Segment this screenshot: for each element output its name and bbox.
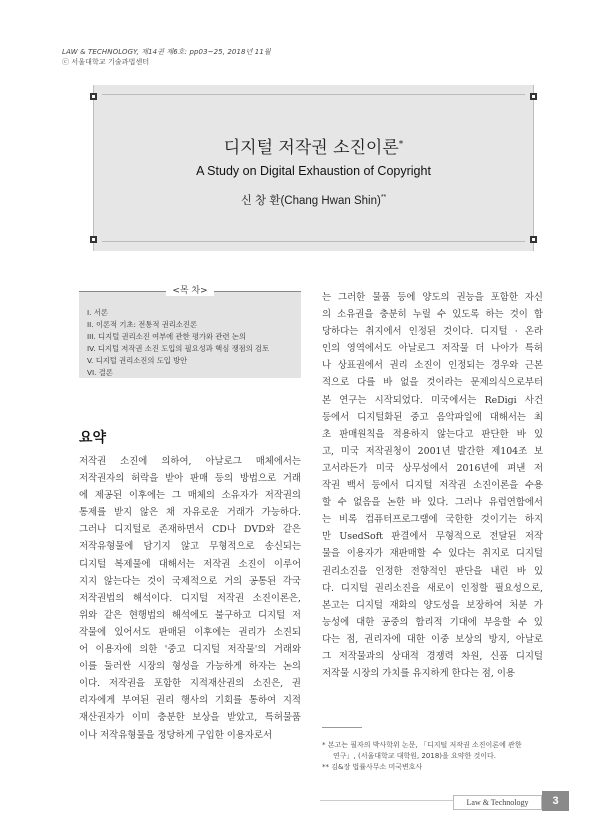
paper-title-korean: 디지털 저작권 소진이론* bbox=[223, 138, 404, 158]
summary-line: 고, 미국 저작권청이 2001년 발간한 제104조 보 bbox=[322, 445, 543, 457]
summary-line: 이를 둘러싼 시장의 형성을 가능하게 하자는 논의 bbox=[79, 661, 301, 673]
footnote-2: ** 김&장 법률사무소 미국변호사 bbox=[322, 763, 423, 771]
summary-line: 나 상표권에서 권리 소진이 인정되는 경우와 근본 bbox=[322, 360, 543, 372]
toc-item: V. 디지털 권리소진의 도입 방안 bbox=[87, 356, 188, 365]
page-number: 3 bbox=[542, 791, 569, 811]
summary-line: 할 수 없음을 논한 바 있다. 그러나 유럽연합에서 bbox=[322, 497, 543, 509]
summary-line: 저작권자의 허락을 받아 판매 등의 방법으로 거래 bbox=[79, 473, 301, 485]
summary-line: 위와 같은 현행법의 해석에도 불구하고 디지털 저 bbox=[79, 609, 301, 621]
summary-line: 통제를 받지 않은 채 자유로운 거래가 가능하다. bbox=[79, 507, 301, 519]
summary-line: 어 이용자에 의한 '중고 디지털 저작물'의 거래와 bbox=[79, 644, 301, 656]
author-name: 신 창 환(Chang Hwan Shin)** bbox=[240, 194, 387, 207]
toc-item: II. 이론적 기초: 전통적 권리소진론 bbox=[87, 320, 197, 329]
summary-line: 능성에 대한 공중의 합리적 기대에 부응할 수 있 bbox=[322, 616, 543, 628]
paper-title-english: A Study on Digital Exhaustion of Copyright bbox=[196, 164, 431, 178]
summary-line: 인의 영역에서도 아날로그 저작물 더 나아가 특허 bbox=[322, 343, 543, 355]
summary-line: 작권 백서 등에서 디지털 저작권 소진이론을 수용 bbox=[322, 480, 543, 492]
summary-line: 저작물 시장의 가치를 유지하게 한다는 점, 이용 bbox=[322, 668, 515, 680]
corner-ornament bbox=[90, 93, 97, 100]
footnote-rule bbox=[322, 727, 362, 728]
summary-line: 다. 디지털 권리소진을 새로이 인정할 필요성으로, bbox=[322, 582, 543, 594]
summary-line: 이나 저작유형물을 정당하게 구입한 이용자로서 bbox=[79, 729, 273, 741]
journal-citation: LAW & TECHNOLOGY, 제14권 제6호: pp03~25, 2018년 11월 bbox=[62, 48, 271, 56]
summary-line: 만 UsedSoft 판결에서 무형적으로 전달된 저작 bbox=[322, 531, 543, 543]
summary-line: 초 판매원칙을 적용하지 않는다고 판단한 바 있 bbox=[322, 428, 543, 440]
summary-line: 이다. 저작권을 포함한 지적재산권의 소진은, 권 bbox=[79, 678, 301, 690]
summary-line: 본 연구는 시작되었다. 미국에서는 ReDigi 사건 bbox=[322, 394, 543, 406]
summary-left-column bbox=[79, 453, 301, 744]
title-box-bottom-rule bbox=[102, 241, 525, 242]
summary-line: 저작유형물에 담기지 않고 무형적으로 송신되는 bbox=[79, 541, 301, 553]
footer-journal-name: Law & Technology bbox=[453, 795, 542, 810]
summary-line: 재산권자가 이미 충분한 보상을 받았고, 특허물품 bbox=[79, 712, 301, 724]
corner-ornament bbox=[530, 93, 537, 100]
summary-line: 에 제공된 이후에는 그 매체의 소유자가 저작권의 bbox=[79, 490, 301, 502]
summary-line: 그러나 디지털로 존재하면서 CD나 DVD와 같은 bbox=[79, 524, 301, 536]
summary-line: 는 비록 컴퓨터프로그램에 국한한 것이기는 하지 bbox=[322, 514, 543, 526]
summary-line: 그 저작물과의 상대적 경쟁력 차원, 신품 디지털 bbox=[322, 650, 543, 662]
title-box-top-rule bbox=[102, 94, 525, 95]
summary-line: 지지 않는다는 것이 국제적으로 거의 공통된 각국 bbox=[79, 575, 301, 587]
toc-list bbox=[87, 307, 269, 379]
toc-item: III. 디지털 권리소진 여부에 관한 평가와 관련 논의 bbox=[87, 332, 246, 341]
author-footnote-mark: ** bbox=[380, 194, 387, 202]
summary-line: 는 그러한 물품 등에 양도의 권능을 포함한 자신 bbox=[322, 292, 543, 303]
toc-item: IV. 디지털 저작권 소진 도입의 필요성과 핵심 쟁점의 검토 bbox=[87, 344, 270, 353]
toc-item: I. 서론 bbox=[87, 308, 108, 317]
summary-heading: 요약 bbox=[79, 430, 107, 446]
toc-title: <목 차> bbox=[79, 283, 301, 296]
summary-line: 의 소유권을 충분히 누릴 수 있도록 하는 것이 합 bbox=[322, 309, 543, 321]
corner-ornament bbox=[530, 236, 537, 243]
footnote-1: * 본고는 필자의 박사학위 논문, 「디지털 저작권 소진이론에 관한 bbox=[322, 741, 522, 749]
summary-line: 권리소진을 인정한 전향적인 판단을 내린 바 있 bbox=[322, 565, 543, 577]
toc-item: VI. 결론 bbox=[87, 368, 113, 377]
publisher-line: ⓒ 서울대학교 기술과법센터 bbox=[62, 58, 150, 66]
summary-line: 다는 점, 권리자에 대한 이중 보상의 방지, 아날로 bbox=[322, 633, 543, 645]
summary-line: 저작권 소진에 의하여, 아날로그 매체에서는 bbox=[79, 456, 301, 467]
summary-line: 물을 이용자가 재판매할 수 있다는 취지로 디지털 bbox=[322, 548, 543, 560]
summary-line: 고서라든가 미국 상무성에서 2016년에 펴낸 저 bbox=[322, 462, 543, 474]
summary-line: 저작권법의 해석이다. 디지털 저작권 소진이론은, bbox=[79, 592, 301, 604]
summary-line: 리자에게 부여된 권리 행사의 기회를 통하여 지적 bbox=[79, 695, 301, 707]
title-box bbox=[93, 85, 534, 251]
summary-line: 당하다는 취지에서 인정된 것이다. 디지털 · 온라 bbox=[322, 326, 543, 338]
summary-right-column bbox=[322, 289, 543, 682]
summary-line: 본고는 디지털 재화의 양도성을 보장하여 처분 가 bbox=[322, 599, 543, 611]
corner-ornament bbox=[90, 236, 97, 243]
summary-line: 디지털 복제물에 대해서는 저작권 소진이 이루어 bbox=[79, 558, 301, 570]
summary-line: 등에서 디지털화된 중고 음악파일에 대해서는 최 bbox=[322, 411, 543, 423]
title-footnote-mark: * bbox=[398, 139, 404, 150]
table-of-contents bbox=[79, 291, 301, 378]
summary-line: 적으로 다를 바 없을 것이라는 문제의식으로부터 bbox=[322, 377, 543, 389]
summary-line: 작물에 있어서도 판매된 이후에는 권리가 소진되 bbox=[79, 626, 301, 638]
footnote-1-continued: 연구」, (서울대학교 대학원, 2018)을 요약한 것이다. bbox=[333, 752, 497, 760]
